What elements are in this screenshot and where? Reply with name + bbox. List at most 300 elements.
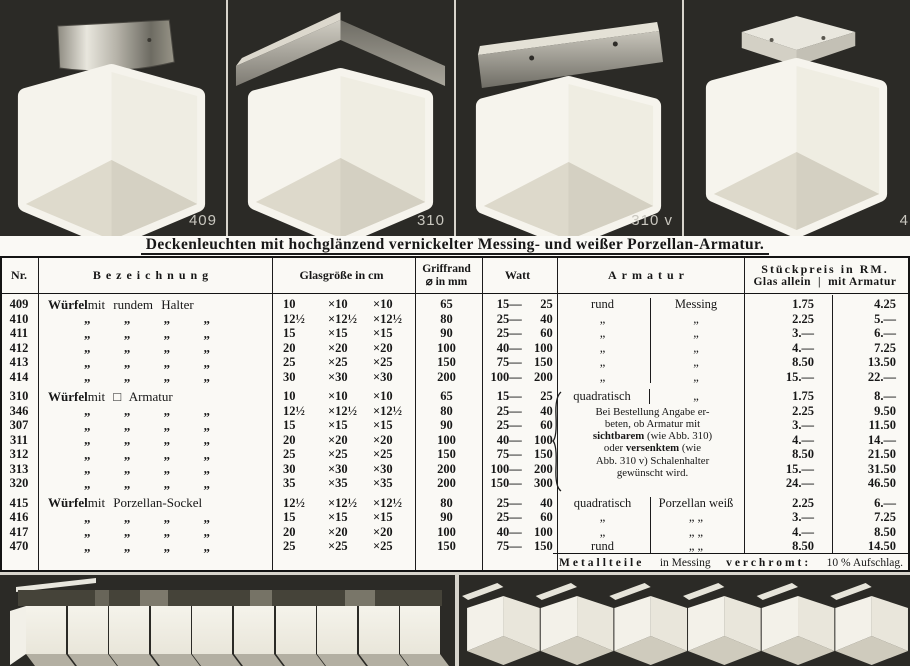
ditto-mark: „ — [123, 432, 131, 448]
ditto-mark: „ — [163, 369, 171, 385]
armatur-shape: „ — [599, 355, 606, 369]
watt-max: 100 — [534, 340, 553, 355]
watt-max: 200 — [534, 369, 553, 384]
cube-lamp-round-holder-illustration — [0, 0, 226, 236]
cell-watt — [480, 539, 555, 554]
armatur-line — [555, 326, 742, 341]
photo-label: 310 v — [631, 212, 673, 229]
ditto-mark: „ — [84, 325, 91, 341]
armatur-material: „ — [693, 389, 699, 403]
cell-nr: 412 — [9, 340, 29, 355]
watt-max: 200 — [534, 461, 553, 476]
watt-dash: — — [509, 389, 522, 403]
ditto-mark: „ — [84, 538, 91, 554]
order-note-line: gewünscht wird. — [616, 466, 689, 479]
cell-bezeichnung — [36, 418, 270, 433]
ditto-mark: „ — [203, 354, 210, 370]
armatur-material: „ „ — [688, 510, 704, 524]
cell-glasgroesse: 25 ×25 ×25 — [283, 539, 393, 553]
armatur-shape: „ — [599, 340, 606, 355]
cell-glasgroesse: 35 ×35 ×35 — [283, 476, 393, 490]
cell-price-glas-allein: 15.— — [785, 369, 814, 384]
watt-min: 15 — [496, 297, 510, 311]
watt-max: 100 — [534, 432, 553, 447]
watt-max: 25 — [540, 389, 553, 403]
row-of-cubes-straight-photo — [0, 575, 455, 666]
armatur-line — [555, 341, 742, 356]
cell-price-mit-armatur: 46.50 — [867, 476, 896, 490]
armatur-material: „ „ — [688, 524, 704, 539]
cell-price-glas-allein: 3.— — [792, 326, 814, 340]
armatur-line — [555, 370, 742, 385]
ditto-mark: „ — [123, 354, 131, 370]
photo-label: 4 — [899, 212, 909, 229]
ditto-mark: „ — [123, 446, 131, 462]
ditto-mark: „ — [163, 325, 171, 341]
cell-watt — [480, 433, 555, 448]
ditto-mark: „ — [203, 340, 210, 356]
cell-price-mit-armatur: 6.— — [874, 495, 896, 510]
cell-price-glas-allein: 24.— — [785, 476, 814, 490]
armatur-line — [555, 539, 742, 554]
order-note — [567, 406, 738, 480]
ditto-mark: „ — [123, 524, 131, 540]
column-rule — [482, 258, 483, 570]
cell-griffrand: 200 — [437, 369, 456, 384]
armatur-line — [555, 355, 742, 370]
watt-dash: — — [509, 297, 522, 311]
lamp-photo-409 — [0, 0, 226, 236]
armatur-material: „ — [693, 369, 699, 384]
cell-nr: 415 — [9, 495, 29, 510]
footer-segment: verchromt: — [726, 556, 812, 569]
cell-glasgroesse: 20 ×20 ×20 — [283, 432, 393, 447]
cell-price-mit-armatur: 14.— — [867, 432, 896, 447]
column-rule — [744, 258, 745, 553]
cell-nr: 307 — [9, 418, 29, 432]
cell-glasgroesse: 20 ×20 ×20 — [283, 524, 393, 539]
ditto-mark: „ — [203, 475, 210, 491]
cell-price-glas-allein: 2.25 — [792, 495, 814, 510]
header-nr: Nr. — [11, 268, 27, 282]
ditto-mark: „ — [163, 524, 171, 540]
cell-glasgroesse: 30 ×30 ×30 — [283, 461, 393, 476]
cell-price-mit-armatur: 4.25 — [874, 297, 896, 311]
cell-nr: 410 — [9, 311, 29, 326]
ditto-mark: „ — [163, 461, 171, 477]
watt-min: 75 — [496, 447, 510, 461]
watt-min: 100 — [490, 461, 510, 476]
ditto-mark: „ — [123, 340, 131, 356]
ditto-mark: „ — [203, 325, 210, 341]
cell-price-mit-armatur: 9.50 — [874, 403, 896, 418]
footer-segment: 10 % Aufschlag. — [826, 556, 903, 569]
armatur-material: „ — [693, 326, 699, 340]
cell-nr: 414 — [9, 369, 29, 384]
cell-bezeichnung: Würfel mit □ Armatur — [48, 388, 173, 404]
cell-watt — [480, 418, 555, 433]
cell-glasgroesse: 12½ ×12½ ×12½ — [283, 403, 402, 418]
ditto-mark: „ — [203, 311, 210, 327]
ditto-mark: „ — [203, 509, 210, 525]
ditto-mark: „ — [163, 340, 171, 356]
cell-price-mit-armatur: 7.25 — [874, 340, 896, 355]
watt-dash: — — [509, 311, 522, 326]
ditto-mark: „ — [123, 369, 131, 385]
cell-watt — [480, 496, 555, 511]
column-rule — [272, 258, 273, 570]
table-body — [2, 294, 908, 554]
watt-dash: — — [509, 418, 522, 432]
watt-min: 25 — [496, 326, 510, 340]
watt-min: 25 — [496, 495, 510, 510]
cell-price-glas-allein: 3.— — [792, 418, 814, 432]
armatur-shape: rund — [591, 539, 614, 553]
table-group-1 — [2, 389, 908, 491]
armatur-shape: „ — [599, 510, 606, 524]
watt-max: 100 — [534, 524, 553, 539]
cell-nr: 416 — [9, 510, 29, 524]
cell-nr: 470 — [9, 539, 29, 553]
cell-bezeichnung — [36, 312, 270, 327]
order-note-line: beten, ob Armatur mit — [604, 417, 701, 430]
cell-glasgroesse: 12½ ×12½ ×12½ — [283, 311, 402, 326]
cell-nr: 413 — [9, 355, 29, 369]
cell-watt — [480, 355, 555, 370]
watt-max: 300 — [534, 476, 553, 490]
cell-griffrand: 100 — [437, 432, 456, 447]
ditto-mark: „ — [123, 538, 131, 554]
cell-armatur-group-1 — [555, 389, 742, 491]
watt-min: 25 — [496, 311, 510, 326]
catalog-heading — [0, 236, 910, 256]
armatur-material: „ — [693, 355, 699, 369]
ditto-mark: „ — [84, 417, 91, 433]
watt-min: 40 — [496, 340, 510, 355]
watt-dash: — — [509, 495, 522, 510]
cell-watt — [480, 525, 555, 540]
cell-price-glas-allein: 15.— — [785, 461, 814, 476]
watt-min: 40 — [496, 432, 510, 447]
ditto-mark: „ — [123, 311, 131, 327]
cell-price-glas-allein: 1.75 — [792, 389, 814, 403]
cell-glasgroesse: 20 ×20 ×20 — [283, 340, 393, 355]
cell-griffrand: 65 — [440, 389, 453, 403]
cell-armatur-group-0 — [555, 297, 742, 384]
watt-min: 25 — [496, 418, 510, 432]
column-rule — [832, 295, 833, 553]
watt-max: 150 — [534, 447, 553, 461]
lamp-photo-310 — [228, 0, 454, 236]
armatur-material: „ „ — [688, 539, 704, 553]
cell-glasgroesse: 12½ ×12½ ×12½ — [283, 495, 402, 510]
ditto-mark: „ — [84, 354, 91, 370]
cell-price-glas-allein: 8.50 — [792, 355, 814, 369]
watt-max: 40 — [540, 495, 553, 510]
armatur-material: „ — [693, 340, 699, 355]
ditto-mark: „ — [84, 475, 91, 491]
ditto-mark: „ — [163, 509, 171, 525]
watt-max: 150 — [534, 355, 553, 369]
cell-bezeichnung — [36, 370, 270, 385]
armatur-line — [555, 525, 742, 540]
cube-lamp-screwed-plate-illustration — [456, 0, 682, 236]
cell-price-mit-armatur: 31.50 — [867, 461, 896, 476]
armatur-line — [555, 297, 742, 312]
footer-segment: in Messing — [659, 556, 711, 569]
header-bezeichnung: Bezeichnung — [92, 268, 214, 282]
cell-price-mit-armatur: 11.50 — [868, 418, 896, 432]
lamp-photo-310v — [456, 0, 682, 236]
cube-lamp-square-plate-illustration — [228, 0, 454, 236]
cube-lamp-porcelain-socket-illustration — [684, 0, 910, 236]
cell-watt — [480, 447, 555, 462]
photo-label: 310 — [416, 212, 445, 229]
armatur-shape: „ — [599, 524, 606, 539]
armatur-shape: „ — [599, 369, 606, 384]
cell-nr: 346 — [9, 403, 29, 418]
cell-glasgroesse: 30 ×30 ×30 — [283, 369, 393, 384]
cell-bezeichnung — [36, 539, 270, 554]
order-note-line: sichtbarem (wie Abb. 310) — [592, 430, 713, 443]
table-group-0 — [2, 297, 908, 384]
watt-dash: — — [509, 539, 522, 553]
cell-watt — [480, 510, 555, 525]
cell-price-glas-allein: 8.50 — [792, 539, 814, 553]
cell-price-mit-armatur: 13.50 — [867, 355, 896, 369]
cell-glasgroesse: 10 ×10 ×10 — [283, 389, 393, 403]
ditto-mark: „ — [163, 446, 171, 462]
ditto-mark: „ — [84, 509, 91, 525]
cell-bezeichnung — [36, 447, 270, 462]
ditto-mark: „ — [123, 509, 131, 525]
cell-watt — [480, 476, 555, 491]
column-rule — [557, 258, 558, 570]
cell-glasgroesse: 10 ×10 ×10 — [283, 297, 393, 311]
cell-griffrand: 100 — [437, 340, 456, 355]
cell-bezeichnung — [36, 341, 270, 356]
cell-bezeichnung — [36, 433, 270, 448]
watt-dash: — — [509, 461, 522, 476]
cell-glasgroesse: 15 ×15 ×15 — [283, 418, 393, 432]
cell-bezeichnung: Würfel mit rundem Halter — [48, 296, 194, 312]
cell-price-mit-armatur: 7.25 — [874, 510, 896, 524]
watt-dash: — — [509, 369, 522, 384]
ditto-mark: „ — [163, 432, 171, 448]
cell-griffrand: 150 — [437, 539, 456, 553]
armatur-shape: quadratisch — [555, 389, 650, 404]
order-note-line: Bei Bestellung Angabe er- — [595, 405, 710, 418]
cell-watt — [480, 312, 555, 327]
ditto-mark: „ — [203, 432, 210, 448]
column-rule — [38, 258, 39, 570]
cell-griffrand: 90 — [440, 510, 453, 524]
armatur-line — [555, 496, 742, 511]
cell-griffrand: 100 — [437, 524, 456, 539]
ditto-mark: „ — [123, 461, 131, 477]
cell-glasgroesse: 25 ×25 ×25 — [283, 447, 393, 461]
cell-glasgroesse: 25 ×25 ×25 — [283, 355, 393, 369]
cell-price-mit-armatur: 14.50 — [867, 539, 896, 553]
price-table — [0, 256, 910, 572]
photo-label: 409 — [188, 212, 217, 229]
watt-min: 75 — [496, 539, 510, 553]
cell-griffrand: 65 — [440, 297, 453, 311]
cell-nr: 320 — [9, 476, 29, 490]
cell-armatur-group-2 — [555, 496, 742, 554]
cell-glasgroesse: 15 ×15 ×15 — [283, 326, 393, 340]
cell-bezeichnung — [36, 326, 270, 341]
watt-min: 75 — [496, 355, 510, 369]
cube-row-diagonal-illustration — [459, 575, 910, 666]
cell-price-mit-armatur: 21.50 — [867, 447, 896, 461]
ditto-mark: „ — [84, 446, 91, 462]
ditto-mark: „ — [203, 524, 210, 540]
ditto-mark: „ — [163, 538, 171, 554]
cell-nr: 313 — [9, 461, 29, 476]
bottom-photo-strip — [0, 575, 910, 666]
cell-price-mit-armatur: 8.— — [874, 389, 896, 403]
cell-watt — [480, 370, 555, 385]
cell-griffrand: 200 — [437, 476, 456, 490]
cell-griffrand: 80 — [440, 311, 453, 326]
watt-dash: — — [509, 403, 522, 418]
lamp-photo-porcelain — [684, 0, 910, 236]
ditto-mark: „ — [84, 311, 91, 327]
cell-price-mit-armatur: 8.50 — [874, 524, 896, 539]
watt-min: 25 — [496, 510, 510, 524]
header-watt: Watt — [504, 268, 531, 282]
cell-griffrand: 80 — [440, 495, 453, 510]
cell-griffrand: 90 — [440, 418, 453, 432]
ditto-mark: „ — [163, 354, 171, 370]
watt-min: 40 — [496, 524, 510, 539]
cell-nr: 411 — [9, 326, 29, 340]
ditto-mark: „ — [163, 311, 171, 327]
cell-bezeichnung — [36, 476, 270, 491]
cell-griffrand: 90 — [440, 326, 453, 340]
watt-dash: — — [509, 510, 522, 524]
armatur-shape: „ — [599, 311, 606, 326]
order-note-line: oder versenktem (wie — [603, 442, 702, 455]
watt-max: 40 — [540, 403, 553, 418]
row-of-cubes-diagonal-photo — [459, 575, 910, 666]
watt-max: 150 — [534, 539, 553, 553]
cell-watt — [480, 297, 555, 312]
cell-nr: 310 — [9, 389, 29, 403]
heading-text: Deckenleuchten mit hochglänzend vernickelter Messing- und weißer Porzellan-Armatur. — [141, 237, 769, 256]
cell-griffrand: 200 — [437, 461, 456, 476]
ditto-mark: „ — [123, 325, 131, 341]
watt-max: 60 — [540, 418, 553, 432]
cell-price-glas-allein: 1.75 — [792, 297, 814, 311]
cell-price-mit-armatur: 5.— — [874, 311, 896, 326]
cell-price-glas-allein: 2.25 — [792, 403, 814, 418]
cell-griffrand: 150 — [437, 355, 456, 369]
cell-watt — [480, 404, 555, 419]
ditto-mark: „ — [84, 340, 91, 356]
armatur-shape: quadratisch — [573, 495, 632, 510]
ditto-mark: „ — [123, 475, 131, 491]
watt-dash: — — [509, 476, 522, 490]
watt-dash: — — [509, 447, 522, 461]
ditto-mark: „ — [123, 417, 131, 433]
ditto-mark: „ — [84, 432, 91, 448]
cell-watt — [480, 326, 555, 341]
watt-dash: — — [509, 340, 522, 355]
watt-min: 150 — [490, 476, 510, 490]
cell-price-glas-allein: 4.— — [792, 524, 814, 539]
watt-min: 100 — [490, 369, 510, 384]
cell-griffrand: 80 — [440, 403, 453, 418]
cell-nr: 417 — [9, 524, 29, 539]
armatur-material: „ — [693, 311, 699, 326]
watt-max: 60 — [540, 510, 553, 524]
cell-bezeichnung: Würfel mit Porzellan-Sockel — [48, 495, 203, 511]
cell-nr: 409 — [9, 297, 29, 311]
cell-price-mit-armatur: 22.— — [867, 369, 896, 384]
table-header — [2, 258, 908, 294]
ditto-mark: „ — [163, 475, 171, 491]
watt-dash: — — [509, 355, 522, 369]
metal-chrome-note — [553, 553, 908, 570]
cell-bezeichnung — [36, 510, 270, 525]
watt-max: 40 — [540, 311, 553, 326]
cell-bezeichnung — [36, 462, 270, 477]
armatur-material: Messing — [674, 297, 718, 311]
order-note-line: Abb. 310 v) Schalenhalter — [595, 454, 710, 467]
cell-nr: 312 — [9, 447, 29, 461]
ditto-mark: „ — [203, 446, 210, 462]
cell-price-mit-armatur: 6.— — [874, 326, 896, 340]
cell-nr: 311 — [9, 432, 29, 447]
header-glasgroesse: Glasgröße in cm — [299, 268, 384, 282]
ditto-mark: „ — [123, 403, 131, 419]
watt-dash: — — [509, 432, 522, 447]
armatur-line — [555, 510, 742, 525]
ditto-mark: „ — [203, 538, 210, 554]
armatur-material: Porzellan weiß — [658, 495, 734, 510]
top-photo-strip — [0, 0, 910, 236]
cell-watt — [480, 389, 555, 404]
cell-griffrand: 150 — [437, 447, 456, 461]
armatur-line — [555, 312, 742, 327]
watt-dash: — — [509, 524, 522, 539]
cell-watt — [480, 341, 555, 356]
armatur-line — [555, 389, 742, 404]
cell-bezeichnung — [36, 404, 270, 419]
cell-bezeichnung — [36, 525, 270, 540]
header-armatur: Armatur — [608, 268, 689, 282]
watt-min: 15 — [496, 389, 510, 403]
header-stueckpreis: Stückpreis in RM. Glas allein | mit Armatur — [753, 261, 897, 288]
armatur-shape: „ — [599, 326, 606, 340]
cell-glasgroesse: 15 ×15 ×15 — [283, 510, 393, 524]
table-group-2 — [2, 496, 908, 554]
cell-bezeichnung — [36, 355, 270, 370]
cell-price-glas-allein: 4.— — [792, 432, 814, 447]
ditto-mark: „ — [203, 461, 210, 477]
ditto-mark: „ — [84, 403, 91, 419]
watt-dash: — — [509, 326, 522, 340]
cell-price-glas-allein: 4.— — [792, 340, 814, 355]
ditto-mark: „ — [163, 403, 171, 419]
cell-watt — [480, 462, 555, 477]
ditto-mark: „ — [203, 369, 210, 385]
header-griffrand: Griffrand ⌀ in mm — [422, 263, 471, 288]
ditto-mark: „ — [203, 403, 210, 419]
column-rule — [415, 258, 416, 570]
